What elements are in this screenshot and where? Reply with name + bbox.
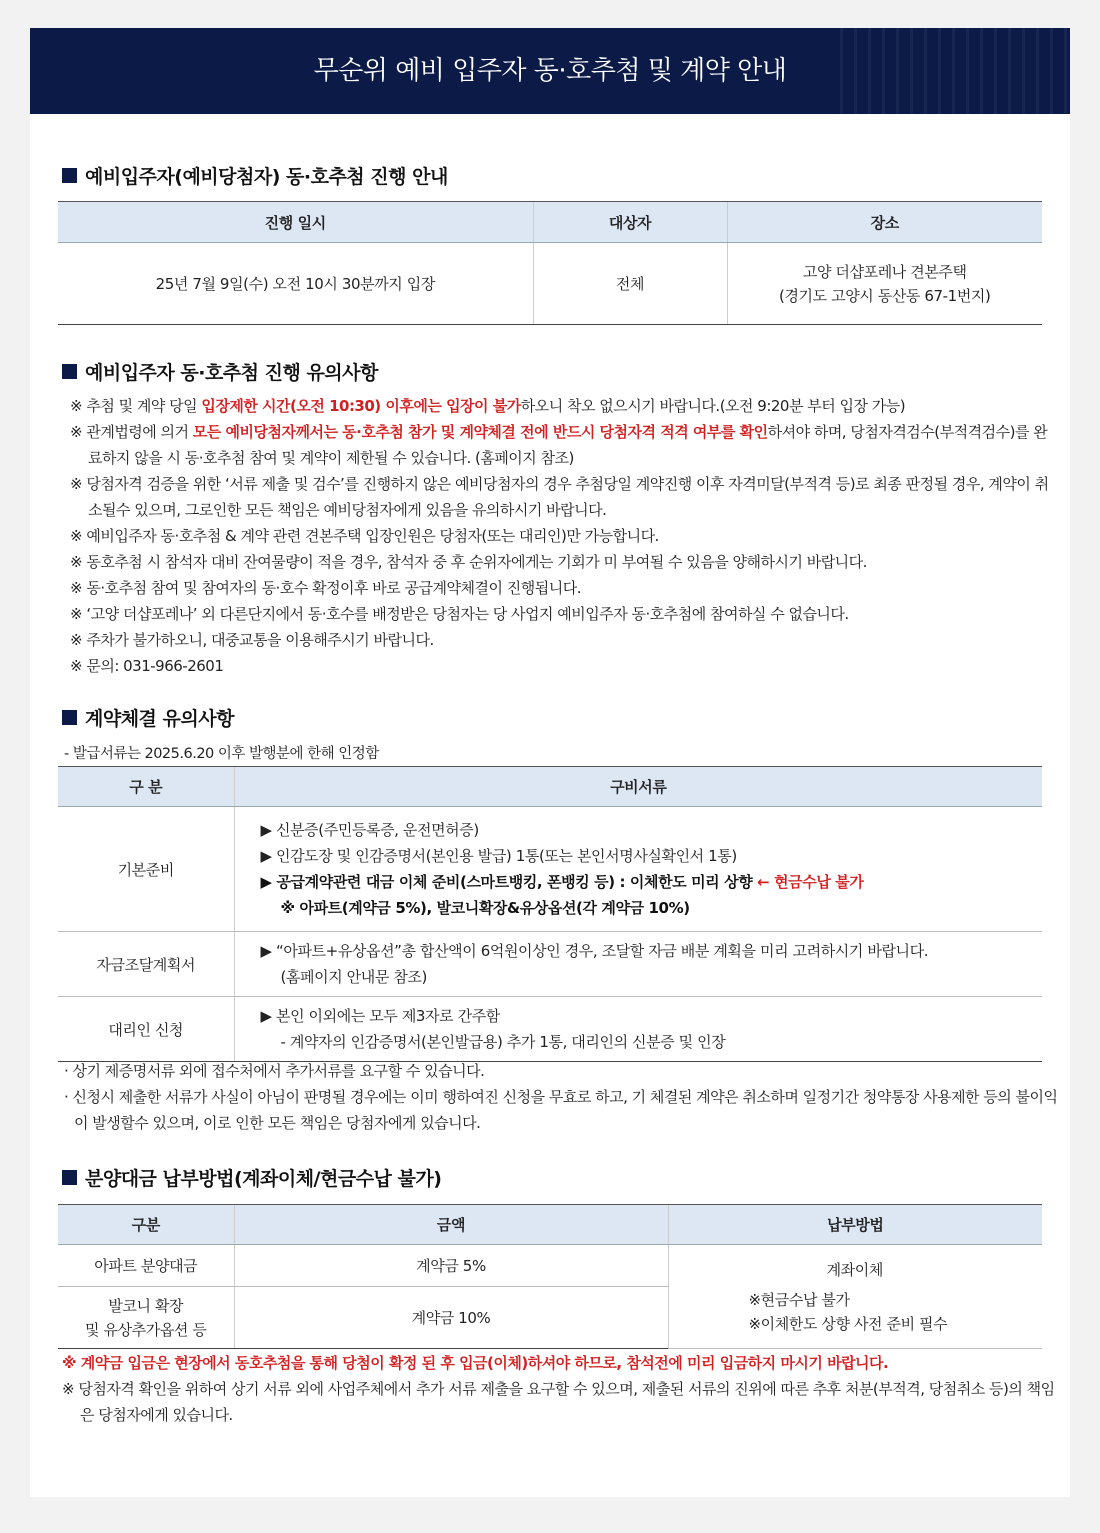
col-header-place: 장소 xyxy=(727,202,1042,243)
doc-line: ▶ 신분증(주민등록증, 운전면허증) xyxy=(260,821,479,839)
post-note: · 상기 제증명서류 외에 접수처에서 추가서류를 요구할 수 있습니다. xyxy=(64,1062,485,1080)
method-line: ※이체한도 상향 사전 준비 필수 xyxy=(748,1314,948,1333)
post-note: · 신청시 제출한 서류가 사실이 아님이 판명될 경우에는 이미 행하여진 신청을 무효로 하고, 기 체결된 계약은 취소하며 일정기간 청약통장 사용제한 등의 불이익이 발생할수 있으며, 이로 인한 모든 책임은 당첨자에게 있습니다. xyxy=(64,1088,1058,1132)
title-banner xyxy=(30,28,1070,114)
row-label-apartment: 아파트 분양대금 xyxy=(58,1245,234,1287)
notice-page xyxy=(30,28,1070,1497)
payment-warnings xyxy=(62,1350,1062,1428)
note-item: ※ ‘고양 더샵포레나’ 외 다른단지에서 동·호수를 배정받은 당첨자는 당 사업지 예비입주자 동·호추첨에 참여하실 수 없습니다. xyxy=(70,605,849,623)
col-header-target: 대상자 xyxy=(533,202,727,243)
contract-post-notes xyxy=(64,1058,1060,1136)
doc-line: ▶ 본인 이외에는 모두 제3자로 간주함 xyxy=(260,1007,500,1025)
note-item: ※ 관계법령에 의거 모든 예비당첨자께서는 동·호추첨 참가 및 계약체결 전에 반드시 당첨자격 적격 여부를 확인하셔야 하며, 당첨자격검수(부적격검수)를 완료하지 않을 시 동·호추첨 참여 및 계약이 제한될 수 있습니다. (홈페이지 참조) xyxy=(70,423,1048,467)
cell-datetime: 25년 7월 9일(수) 오전 10시 30분까지 입장 xyxy=(58,243,533,325)
col-header-method: 납부방법 xyxy=(668,1205,1042,1245)
col-header-documents: 구비서류 xyxy=(234,767,1042,807)
section2-heading xyxy=(62,358,378,385)
note-item: ※ 주차가 불가하오니, 대중교통을 이용해주시기 바랍니다. xyxy=(70,631,434,649)
cell-place xyxy=(727,243,1042,325)
col-header-category: 구 분 xyxy=(58,767,234,807)
method-line: 계좌이체 xyxy=(826,1260,883,1279)
row-label-basic: 기본준비 xyxy=(58,807,234,932)
warning-red: ※ 계약금 입금은 현장에서 동호추첨을 통해 당첨이 확정 된 후 입금(이체)하셔야 하므로, 참석전에 미리 입금하지 마시기 바랍니다. xyxy=(62,1354,889,1372)
note-item: ※ 예비입주자 동·호추첨 & 계약 관련 견본주택 입장인원은 당첨자(또는 대리인)만 가능합니다. xyxy=(70,527,659,545)
section4-heading xyxy=(62,1164,441,1191)
section1-heading xyxy=(62,162,448,189)
funding-docs xyxy=(234,932,1042,997)
row-label-balcony xyxy=(58,1287,234,1349)
note-item: ※ 당첨자격 검증을 위한 ‘서류 제출 및 검수’를 진행하지 않은 예비당첨자의 경우 추첨당일 계약진행 이후 자격미달(부적격 등)로 최종 판정될 경우, 계약이 취소될수 있으며, 그로인한 모든 책임은 예비당첨자에게 있음을 유의하시기 바랍니다. xyxy=(70,475,1049,519)
note-item: ※ 추첨 및 계약 당일 입장제한 시간(오전 10:30) 이후에는 입장이 불가하오니 착오 없으시기 바랍니다.(오전 9:20분 부터 입장 가능) xyxy=(70,397,906,415)
documents-table xyxy=(58,766,1042,1062)
section1-heading-text: 예비입주자(예비당첨자) 동·호추첨 진행 안내 xyxy=(85,166,448,188)
col-header-datetime: 진행 일시 xyxy=(58,202,533,243)
proxy-docs xyxy=(234,997,1042,1062)
warning-note: ※ 당첨자격 확인을 위하여 상기 서류 외에 사업주체에서 추가 서류 제출을 요구할 수 있으며, 제출된 서류의 진위에 따른 추후 처분(부적격, 당첨취소 등)의 책임은 당첨자에게 있습니다. xyxy=(62,1380,1055,1424)
cell-amount-balcony: 계약금 10% xyxy=(234,1287,668,1349)
row-label-funding: 자금조달계획서 xyxy=(58,932,234,997)
square-bullet-icon xyxy=(62,710,77,725)
cell-amount-apartment: 계약금 5% xyxy=(234,1245,668,1287)
col-header-amount: 금액 xyxy=(234,1205,668,1245)
col-header-category: 구분 xyxy=(58,1205,234,1245)
row-label-proxy: 대리인 신청 xyxy=(58,997,234,1062)
place-line2: (경기도 고양시 동산동 67-1번지) xyxy=(779,286,991,305)
doc-line: ▶ 공급계약관련 대금 이체 준비(스마트뱅킹, 폰뱅킹 등) : 이체한도 미리 상향 ← 현금수납 불가 xyxy=(260,873,864,891)
section4-heading-text: 분양대금 납부방법(계좌이체/현금수납 불가) xyxy=(85,1168,442,1190)
doc-line: - 계약자의 인감증명서(본인발급용) 추가 1통, 대리인의 신분증 및 인장 xyxy=(280,1033,726,1051)
note-item: ※ 동·호추첨 참여 및 참여자의 동·호수 확정이후 바로 공급계약체결이 진행됩니다. xyxy=(70,579,581,597)
cell-payment-method xyxy=(668,1245,1042,1349)
issue-date-note: - 발급서류는 2025.6.20 이후 발행분에 한해 인정함 xyxy=(64,746,379,762)
doc-line: ▶ “아파트+유상옵션”총 합산액이 6억원이상인 경우, 조달할 자금 배분 계획을 미리 고려하시기 바랍니다. xyxy=(260,942,929,960)
payment-table xyxy=(58,1204,1042,1349)
section2-heading-text: 예비입주자 동·호추첨 진행 유의사항 xyxy=(85,362,378,384)
doc-line: (홈페이지 안내문 참조) xyxy=(280,968,427,986)
page-title: 무순위 예비 입주자 동·호추첨 및 계약 안내 xyxy=(313,56,787,86)
doc-line: ※ 아파트(계약금 5%), 발코니확장&유상옵션(각 계약금 10%) xyxy=(280,899,690,917)
note-item: ※ 문의: 031-966-2601 xyxy=(70,657,224,675)
draw-notes-list xyxy=(70,393,1060,679)
doc-line: ▶ 인감도장 및 인감증명서(본인용 발급) 1통(또는 본인서명사실확인서 1통) xyxy=(260,847,737,865)
section3-heading xyxy=(62,704,234,731)
square-bullet-icon xyxy=(62,168,77,183)
section3-heading-text: 계약체결 유의사항 xyxy=(85,708,234,730)
label-line: 및 유상추가옵션 등 xyxy=(85,1320,207,1339)
cell-target: 전체 xyxy=(533,243,727,325)
square-bullet-icon xyxy=(62,364,77,379)
square-bullet-icon xyxy=(62,1170,77,1185)
schedule-table xyxy=(58,201,1042,325)
note-item: ※ 동호추첨 시 참석자 대비 잔여물량이 적을 경우, 참석자 중 후 순위자에게는 기회가 미 부여될 수 있음을 양해하시기 바랍니다. xyxy=(70,553,867,571)
label-line: 발코니 확장 xyxy=(108,1296,184,1315)
basic-docs xyxy=(234,807,1042,932)
place-line1: 고양 더샵포레나 견본주택 xyxy=(802,262,967,281)
method-line: ※현금수납 불가 xyxy=(748,1290,850,1309)
